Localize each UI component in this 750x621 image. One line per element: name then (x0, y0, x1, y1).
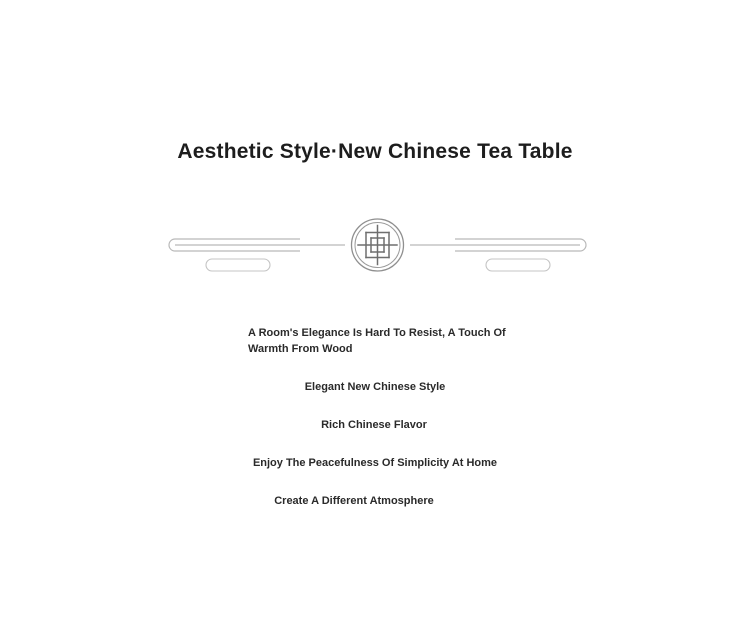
ornamental-divider (0, 212, 750, 278)
feature-line-1: Create A Different Atmosphere (274, 494, 434, 507)
feature-line-1: Enjoy The Peacefulness Of Simplicity At Home (252, 456, 498, 469)
list-item (0, 494, 750, 510)
feature-list (0, 326, 750, 510)
list-item (0, 380, 750, 396)
feature-line-1: A Room's Elegance Is Hard To Resist, A Touch Of (248, 327, 506, 339)
page-title: Aesthetic Style·New Chinese Tea Table (177, 140, 573, 163)
list-item (0, 326, 750, 358)
feature-line-1: Elegant New Chinese Style (304, 380, 446, 393)
divider-graphic (0, 212, 750, 278)
list-item (0, 418, 750, 434)
chinese-shou-medallion-icon (352, 219, 404, 271)
feature-line-2: Warmth From Wood (248, 342, 353, 355)
feature-line-1: Rich Chinese Flavor (321, 418, 427, 431)
list-item (0, 456, 750, 472)
